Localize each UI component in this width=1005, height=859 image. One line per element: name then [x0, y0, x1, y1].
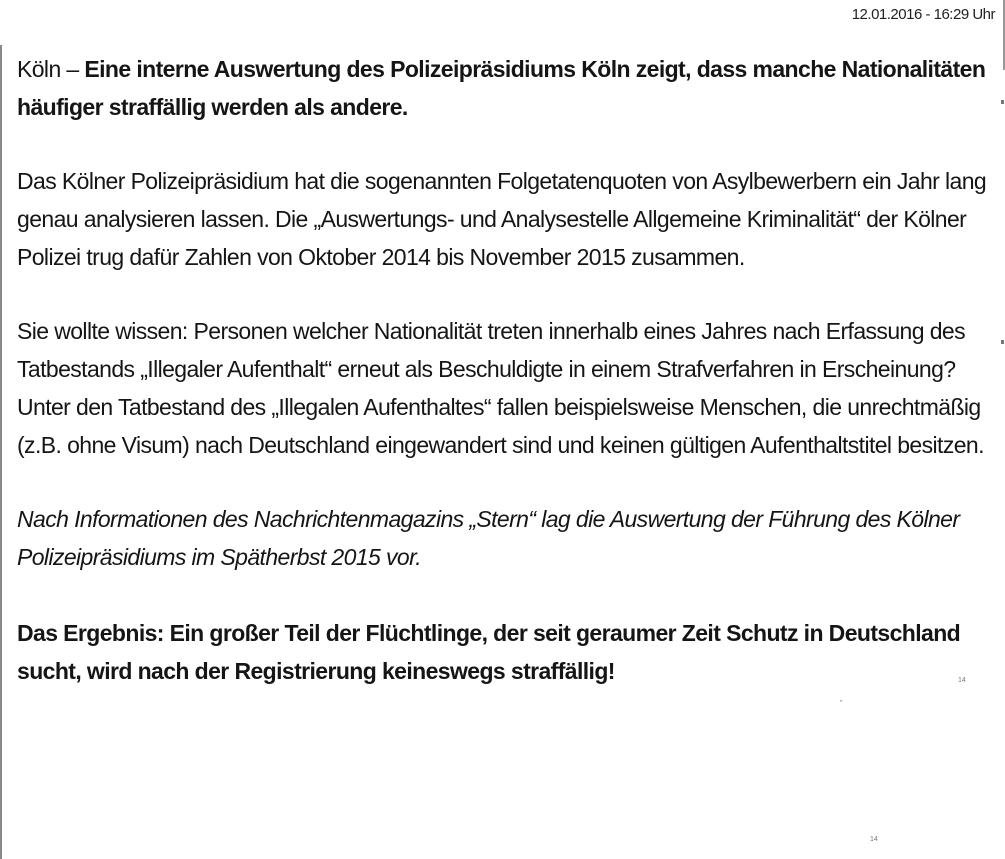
- body-paragraph-2: Sie wollte wissen: Personen welcher Nationalität treten innerhalb eines Jahres nach Erfassung des Tatbestands „Illegaler Aufenthalt“ erneut als Beschuldigte in einem Strafverfahren in Erscheinung? Unter den Tatbestand des „Illegalen Aufenthaltes“ fallen beispielsweise Menschen, die unrechtmäßig (z.B. ohne Visum) nach Deutschland eingewandert sind und keinen gültigen Aufenthaltstitel besitzen.: [17, 318, 984, 458]
- body-paragraph-1: Das Kölner Polizeipräsidium hat die sogenannten Folgetatenquoten von Asylbewerbern ein Jahr lang genau analysieren lassen. Die „Auswertungs- und Analysestelle Allgemeine Kriminalität“ der Kölner Polizei trug dafür Zahlen von Oktober 2014 bis November 2015 zusammen.: [17, 168, 987, 270]
- scan-mark: ": [840, 700, 843, 707]
- edge-tick: [1001, 340, 1004, 344]
- result-paragraph: Das Ergebnis: Ein großer Teil der Flüchtlinge, der seit geraumer Zeit Schutz in Deutschland sucht, wird nach der Registrierung keineswegs straffällig!: [17, 620, 961, 684]
- article-body: [17, 50, 992, 690]
- scan-mark: 14: [870, 836, 878, 843]
- lead-headline: Eine interne Auswertung des Polizeipräsidiums Köln zeigt, dass manche Nationalitäten häufiger straffällig werden als andere.: [17, 56, 986, 120]
- article-timestamp: 12.01.2016 - 16:29 Uhr: [851, 6, 995, 23]
- scan-mark: 14: [958, 677, 966, 684]
- left-edge-line: [0, 45, 2, 859]
- dateline: Köln –: [17, 56, 85, 82]
- lead-paragraph: [17, 50, 992, 126]
- italic-paragraph: Nach Informationen des Nachrichtenmagazins „Stern“ lag die Auswertung der Führung des Kölner Polizeipräsidiums im Spätherbst 2015 vor.: [17, 506, 960, 570]
- edge-tick: [1001, 100, 1004, 104]
